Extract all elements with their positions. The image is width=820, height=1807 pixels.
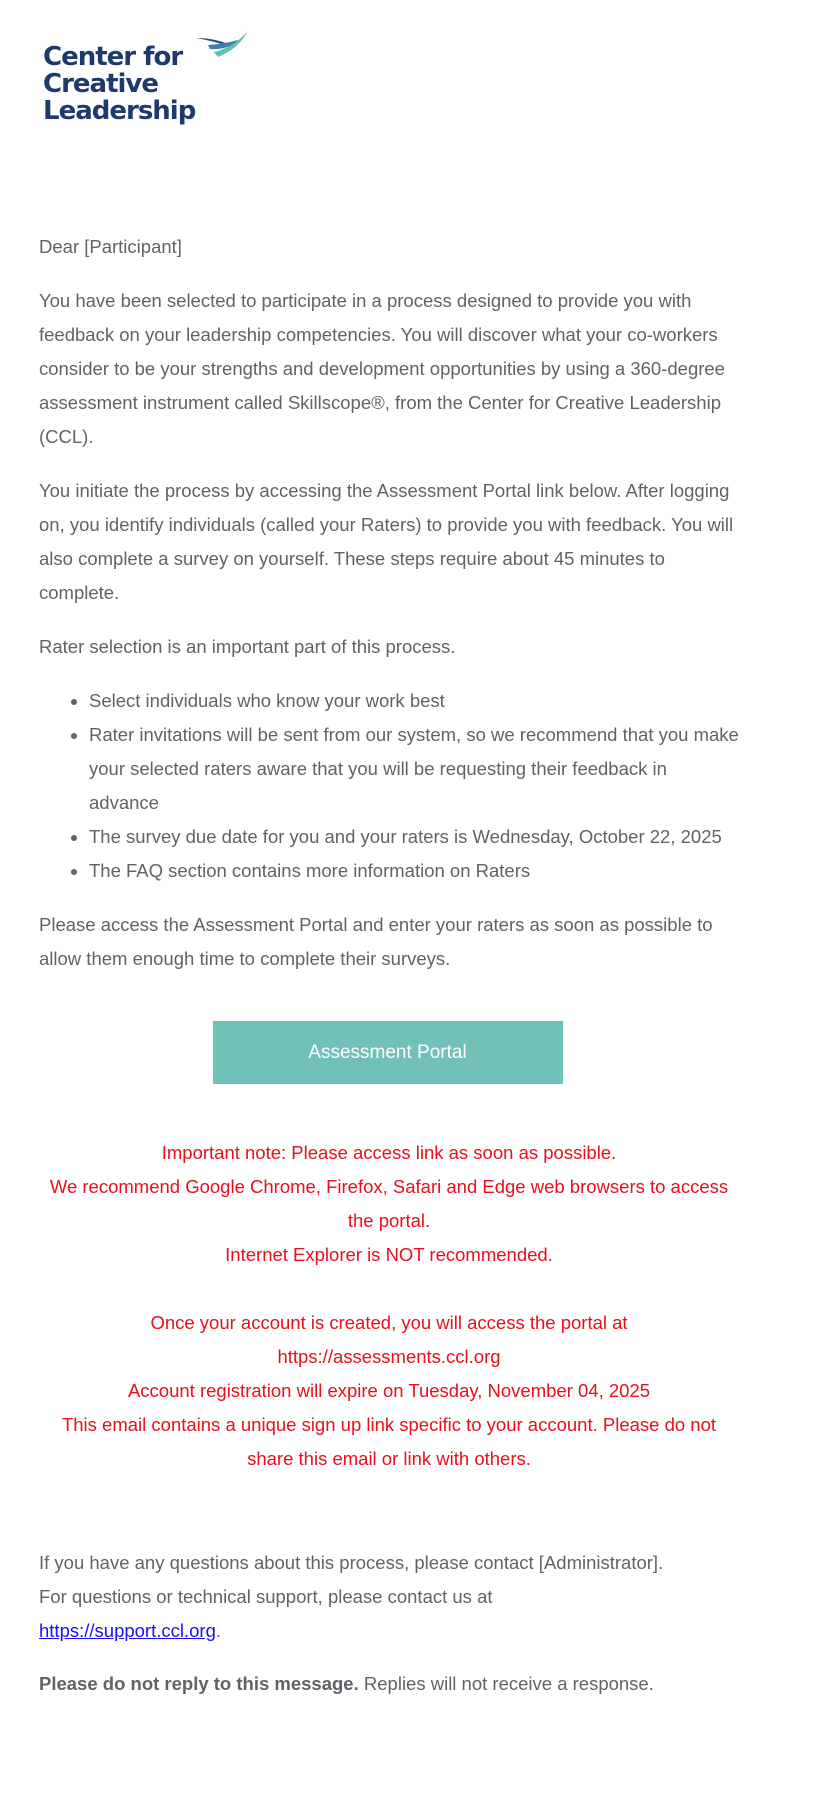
support-suffix: .	[215, 1620, 222, 1641]
intro-paragraph: You have been selected to participate in a process designed to provide you with feedback on your leadership competencies. You will discover what your co-workers consider to be your strengths and development opportunities by using a 360-degree assessment instrument called Skillscope®, from the Center for Creative Leadership (CCL).	[39, 290, 725, 447]
logo-swoosh-icon	[190, 30, 250, 70]
support-prefix: For questions or technical support, please contact us at	[39, 1586, 493, 1607]
bullet-item: • The FAQ section contains more information on Raters	[89, 854, 739, 888]
please-access-paragraph: Please access the Assessment Portal and enter your raters as soon as possible to allow them enough time to complete their surveys.	[39, 914, 713, 969]
unique-link-warning: This email contains a unique sign up link specific to your account. Please do not share this email or link with others.	[61, 1414, 717, 1469]
email-body	[39, 230, 739, 1721]
rater-bullet-list	[39, 684, 739, 888]
important-note	[39, 1136, 739, 1476]
contact-admin-text: If you have any questions about this process, please contact [Administrator].	[39, 1552, 664, 1573]
button-container	[39, 1021, 739, 1084]
footer	[39, 1546, 739, 1701]
logo-line-1: Center for	[43, 42, 183, 72]
bullet-item: • Rater invitations will be sent from our system, so we recommend that you make your selected raters aware that you will be requesting their feedback in advance	[89, 718, 739, 820]
support-link[interactable]: https://support.ccl.org	[39, 1620, 216, 1641]
logo-line-3: Leadership	[43, 96, 196, 126]
bullet-item: • Select individuals who know your work best	[89, 684, 739, 718]
no-reply-text: Replies will not receive a response.	[358, 1673, 654, 1694]
important-note-line: Important note: Please access link as soon as possible.	[161, 1142, 617, 1163]
browser-recommendation: We recommend Google Chrome, Firefox, Safari and Edge web browsers to access the portal.	[49, 1176, 729, 1231]
no-reply-bold: Please do not reply to this message.	[39, 1673, 359, 1694]
greeting: Dear [Participant]	[39, 236, 182, 257]
portal-address-note: Once your account is created, you will access the portal at https://assessments.ccl.org	[150, 1312, 628, 1367]
assessment-portal-button[interactable]: Assessment Portal	[213, 1021, 563, 1084]
logo-wordmark	[43, 44, 195, 125]
ie-warning: Internet Explorer is NOT recommended.	[225, 1244, 553, 1265]
registration-expiry: Account registration will expire on Tuesday, November 04, 2025	[127, 1380, 651, 1401]
ccl-logo	[40, 30, 260, 140]
initiate-paragraph: You initiate the process by accessing the Assessment Portal link below. After logging on, you identify individuals (called your Raters) to provide you with feedback. You will also complete a survey on yourself. These steps require about 45 minutes to complete.	[39, 480, 734, 603]
logo-line-2: Creative	[43, 69, 159, 99]
rater-selection-paragraph: Rater selection is an important part of this process.	[39, 636, 456, 657]
bullet-item: • The survey due date for you and your raters is Wednesday, October 22, 2025	[89, 820, 739, 854]
